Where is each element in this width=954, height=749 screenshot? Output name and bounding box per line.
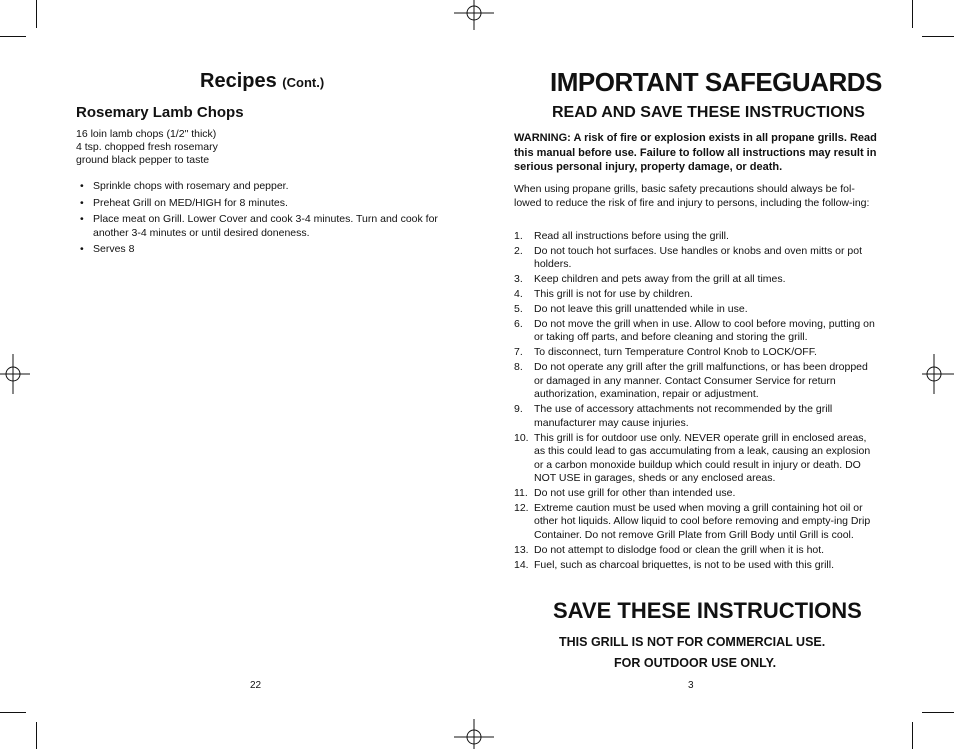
note-line-1: THIS GRILL IS NOT FOR COMMERCIAL USE. <box>559 635 826 649</box>
list-item <box>514 303 880 317</box>
list-item-text: Do not touch hot surfaces. Use handles or knobs and oven mitts or pot holders. <box>534 244 863 271</box>
list-item-text: Do not operate any grill after the grill malfunctions, or has been dropped or damaged in any manner. Contact Consumer Service for return authorization, examination, repair or adjustment. <box>534 361 868 401</box>
step-item <box>76 180 446 194</box>
page-title <box>200 70 324 93</box>
recipes-title-suffix: (Cont.) <box>282 75 325 90</box>
list-item <box>514 230 880 244</box>
bullet-icon: • <box>80 196 84 209</box>
list-item-text: Extreme caution must be used when moving a grill containing hot oil or other hot liquids. Allow liquid to cool before removing and empty-ing Drip Container. Do not remove Grill Plate from Grill Body until Grill is cool. <box>534 501 871 541</box>
crop-mark <box>0 36 26 37</box>
warning-text: WARNING: A risk of fire or explosion exists in all propane grills. Read this manual before use. Failure to follow all instructions may result in serious personal injury, property damage, or death. <box>514 132 877 173</box>
list-item <box>514 403 880 430</box>
ingredient-item: 4 tsp. chopped fresh rosemary <box>76 141 218 153</box>
bullet-icon: • <box>80 180 84 192</box>
list-item-number: 11. <box>514 486 528 499</box>
list-item-number: 4. <box>514 288 523 301</box>
registration-mark-icon <box>922 348 954 400</box>
bullet-icon: • <box>80 243 84 255</box>
list-item-number: 7. <box>514 346 523 359</box>
crop-mark <box>922 712 954 713</box>
crop-mark <box>0 712 26 713</box>
list-item-text: Do not leave this grill unattended while in use. <box>534 303 748 316</box>
step-text: Place meat on Grill. Lower Cover and cook 3-4 minutes. Turn and cook for another 3-4 minutes or until desired doneness. <box>93 213 438 239</box>
recipe-name: Rosemary Lamb Chops <box>76 104 244 121</box>
list-item <box>514 559 880 573</box>
list-item <box>514 273 880 287</box>
ingredient-item: 16 loin lamb chops (1/2" thick) <box>76 128 217 140</box>
step-item <box>76 213 446 240</box>
list-item <box>514 502 880 543</box>
list-item-number: 13. <box>514 543 529 556</box>
registration-mark-icon <box>0 348 30 400</box>
list-item-text: This grill is for outdoor use only. NEVER operate grill in enclosed areas, as this could lead to gas accumulating from a leak, causing an explosion or a carbon monoxide buildup which could result in injury or death. DO NOT USE in garages, sheds or any enclosed areas. <box>534 431 871 485</box>
list-item <box>514 245 880 272</box>
crop-mark <box>36 0 37 28</box>
list-item-text: The use of accessory attachments not recommended by the grill manufacturer may cause injuries. <box>534 403 833 429</box>
recipes-title-text: Recipes <box>200 70 277 92</box>
step-text: Preheat Grill on MED/HIGH for 8 minutes. <box>93 196 288 209</box>
registration-mark-icon <box>448 0 500 30</box>
list-item-number: 2. <box>514 244 523 257</box>
list-item <box>514 318 880 345</box>
safeguards-list <box>514 230 880 573</box>
ingredients-list <box>76 128 218 167</box>
step-item <box>76 197 446 211</box>
step-item <box>76 243 446 257</box>
list-item-number: 5. <box>514 303 523 316</box>
list-item-number: 12. <box>514 501 529 514</box>
list-item-text: Do not move the grill when in use. Allow to cool before moving, putting on or taking off parts, and before cleaning and storing the grill. <box>534 317 875 344</box>
ingredient-item: ground black pepper to taste <box>76 154 210 166</box>
list-item-text: Read all instructions before using the grill. <box>534 230 729 242</box>
list-item-number: 3. <box>514 273 523 286</box>
list-item-text: Do not use grill for other than intended use. <box>534 486 736 499</box>
bullet-icon: • <box>80 213 84 225</box>
page-number: 22 <box>250 680 262 691</box>
list-item-number: 6. <box>514 317 523 330</box>
registration-mark-icon <box>448 719 500 749</box>
list-item-number: 14. <box>514 558 529 571</box>
crop-mark <box>36 722 37 749</box>
list-item-text: Fuel, such as charcoal briquettes, is not to be used with this grill. <box>534 558 834 571</box>
list-item-number: 8. <box>514 361 523 374</box>
list-item <box>514 288 880 302</box>
list-item <box>514 346 880 360</box>
list-item-number: 1. <box>514 230 523 242</box>
intro-text: When using propane grills, basic safety precautions should always be fol-lowed to reduce the risk of fire and injury to persons, including the follow-ing: <box>514 183 870 209</box>
list-item-text: This grill is not for use by children. <box>534 288 693 301</box>
crop-mark <box>912 0 913 28</box>
list-item-text: To disconnect, turn Temperature Control Knob to LOCK/OFF. <box>534 346 817 359</box>
crop-mark <box>912 722 913 749</box>
list-item-number: 9. <box>514 403 523 416</box>
list-item-text: Keep children and pets away from the grill at all times. <box>534 273 786 286</box>
note-line-2: FOR OUTDOOR USE ONLY. <box>614 656 777 670</box>
safeguards-subheading: READ AND SAVE THESE INSTRUCTIONS <box>552 104 865 121</box>
step-text: Sprinkle chops with rosemary and pepper. <box>93 180 289 192</box>
recipe-steps <box>76 180 446 260</box>
safeguards-heading: IMPORTANT SAFEGUARDS <box>550 67 882 97</box>
step-text: Serves 8 <box>93 243 135 255</box>
page-number: 3 <box>688 680 694 691</box>
list-item <box>514 432 880 486</box>
list-item-text: Do not attempt to dislodge food or clean the grill when it is hot. <box>534 543 825 556</box>
save-instructions-heading: SAVE THESE INSTRUCTIONS <box>553 598 862 623</box>
list-item <box>514 544 880 558</box>
list-item-number: 10. <box>514 431 529 444</box>
crop-mark <box>922 36 954 37</box>
list-item <box>514 487 880 501</box>
list-item <box>514 361 880 402</box>
